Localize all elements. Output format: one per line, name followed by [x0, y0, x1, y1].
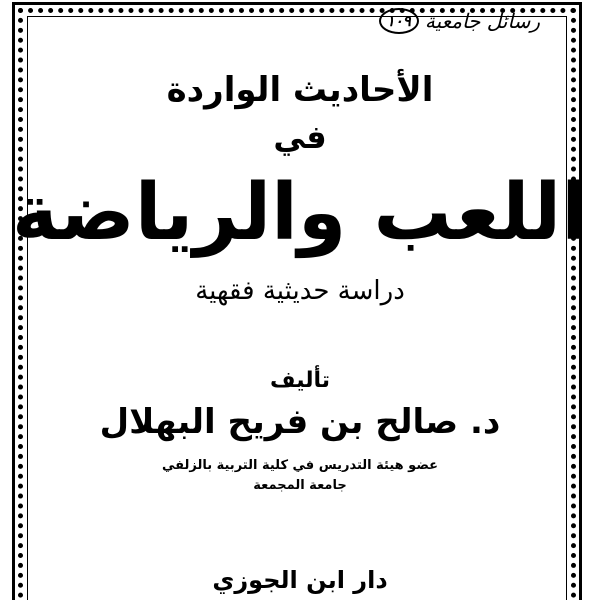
series-label — [379, 8, 540, 34]
series-number-badge: ١٠٩ — [379, 8, 419, 34]
subtitle: دراسة حديثية فقهية — [195, 276, 405, 306]
author-name: د. صالح بن فريح البهلال — [99, 402, 501, 442]
main-title: اللعب والرياضة — [12, 168, 588, 258]
series-name: رسائل جامعية — [424, 9, 540, 33]
publisher-name: دار ابن الجوزي — [212, 566, 388, 594]
title-line-1: الأحاديث الواردة — [166, 70, 434, 110]
title-line-2: في — [273, 118, 327, 156]
author-university: جامعة المجمعة — [253, 478, 347, 493]
author-label: تأليف — [270, 368, 330, 393]
author-position: عضو هيئة التدريس في كلية التربية بالزلفي — [161, 458, 439, 473]
